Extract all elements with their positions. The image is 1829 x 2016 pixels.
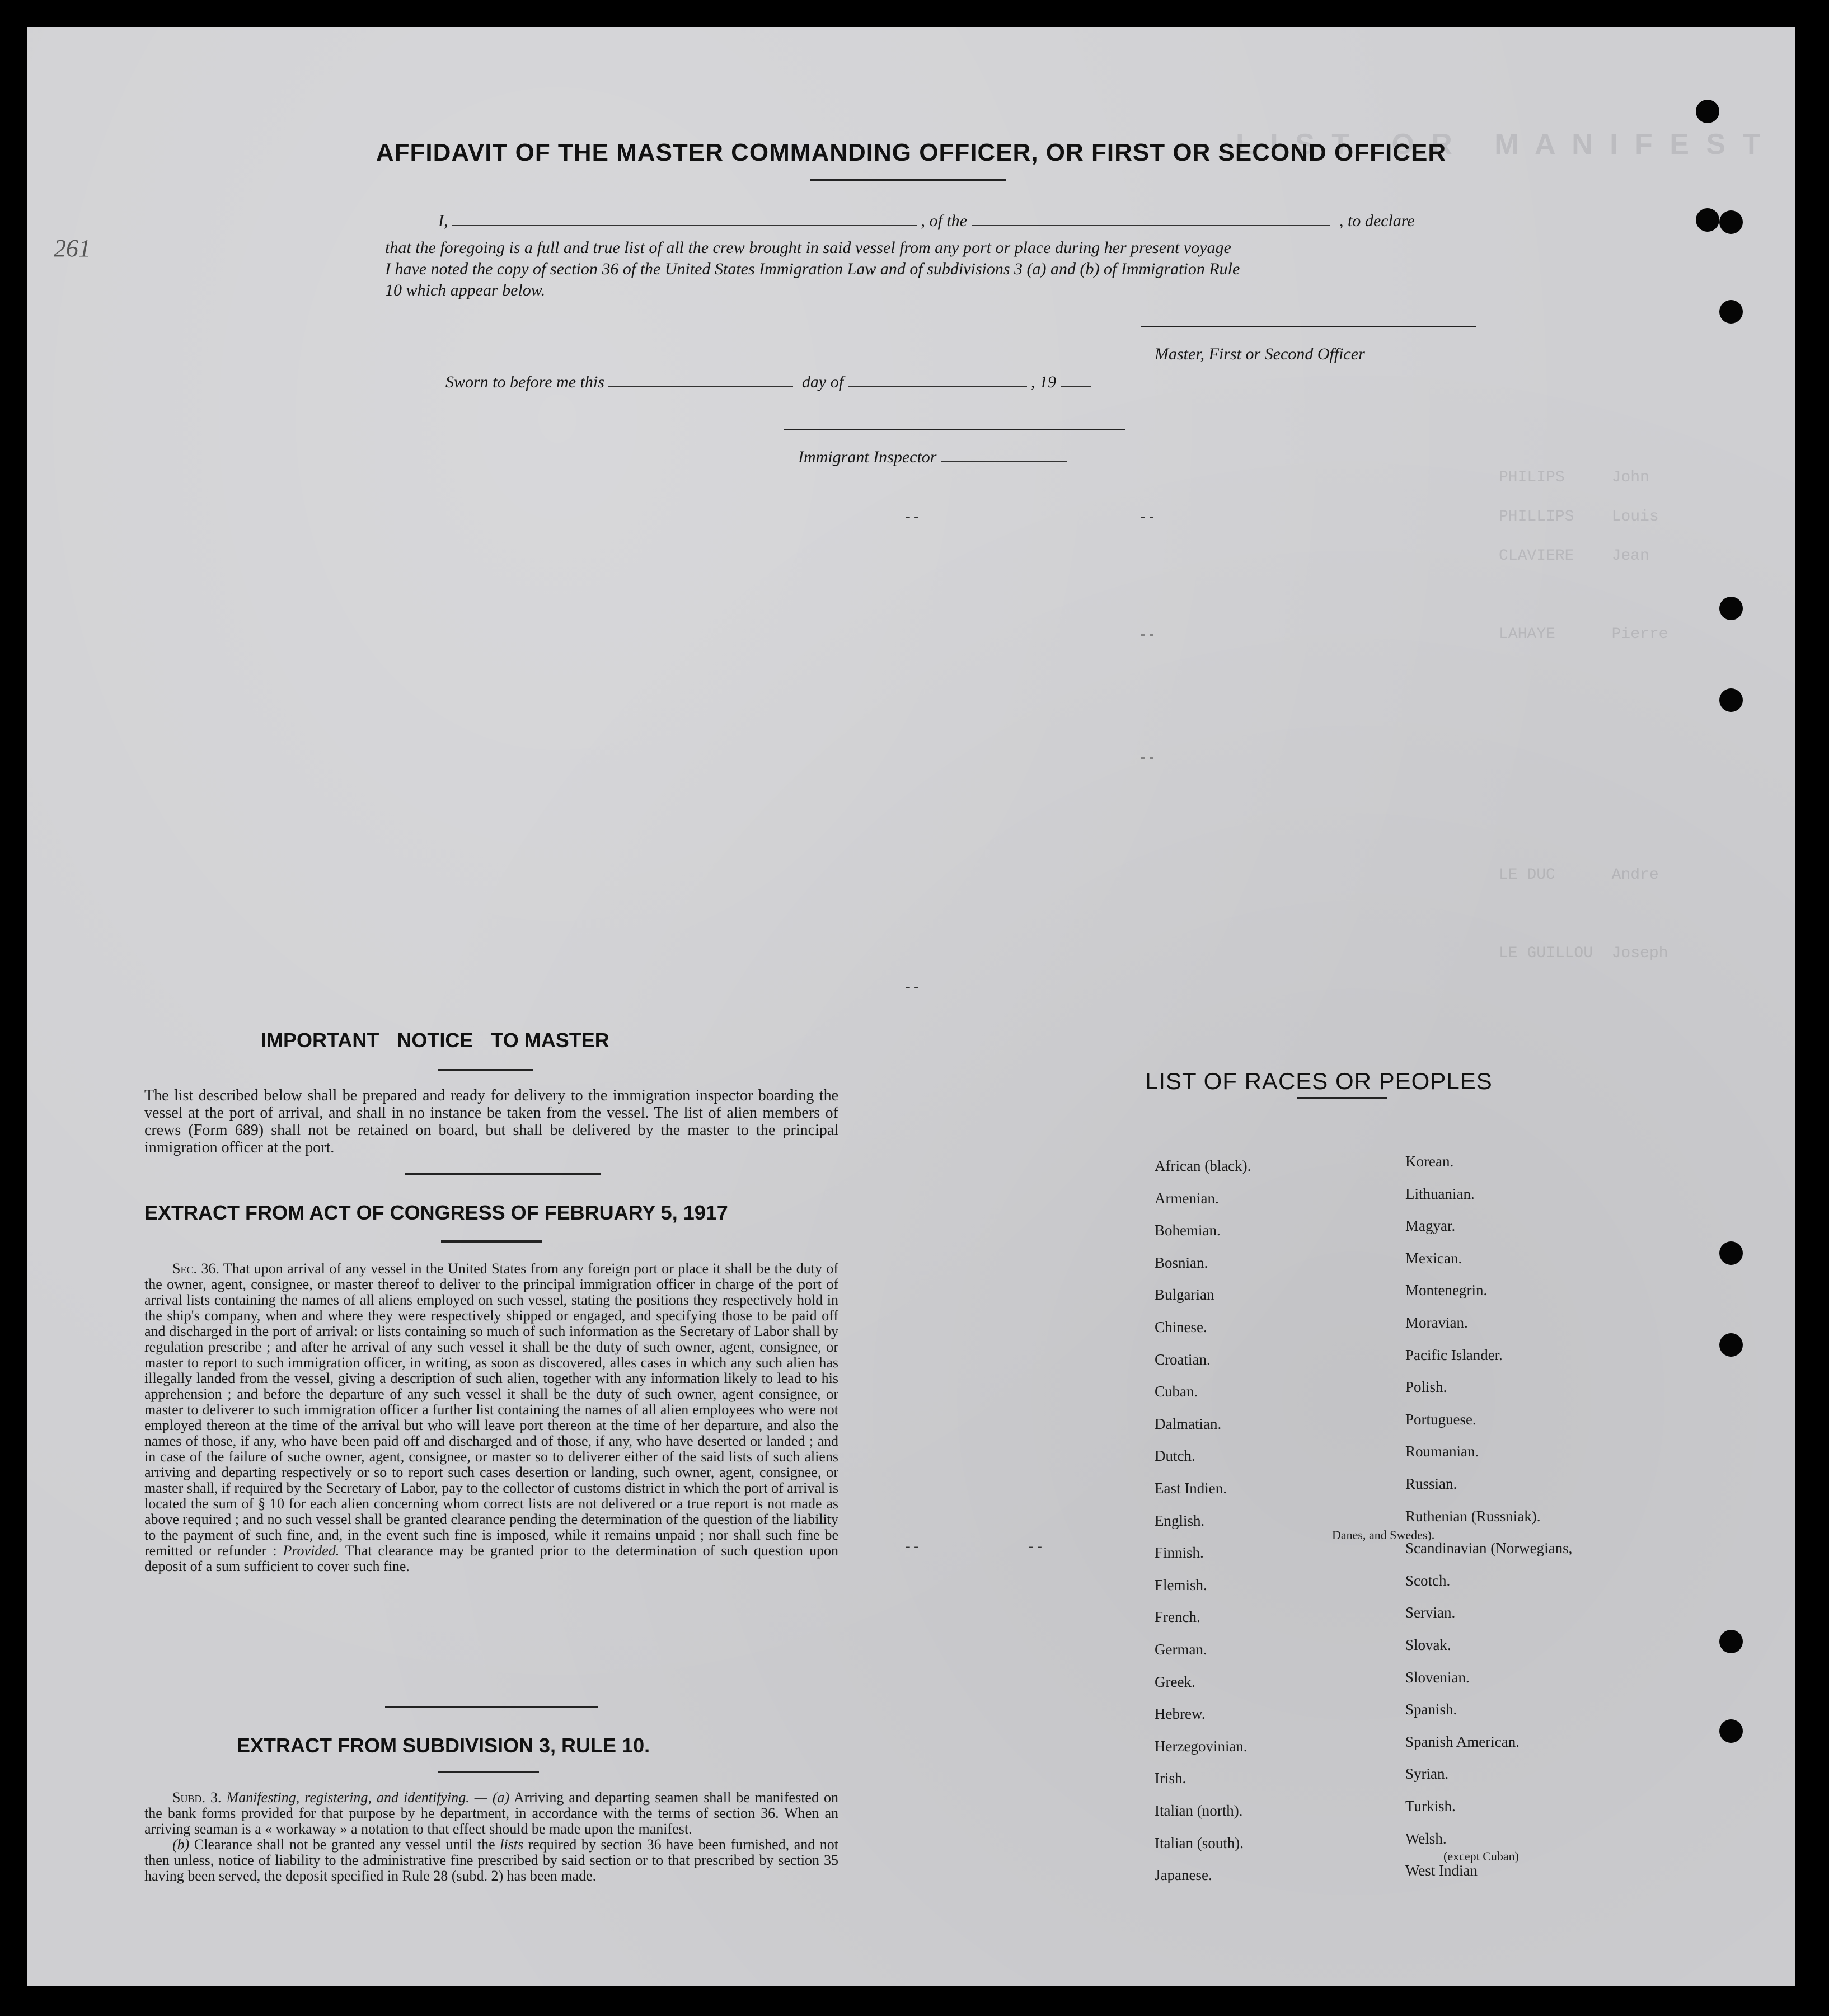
race-item: East Indien. bbox=[1155, 1480, 1227, 1497]
sworn-day-blank[interactable] bbox=[608, 373, 793, 387]
race-item: Servian. bbox=[1405, 1604, 1456, 1621]
punch-hole bbox=[1696, 208, 1719, 232]
notice-heading-3: TO MASTER bbox=[491, 1029, 609, 1052]
ditto-mark: - - bbox=[906, 978, 919, 995]
race-item: Bulgarian bbox=[1155, 1286, 1214, 1304]
affidavit-i: I, bbox=[438, 212, 448, 230]
race-item: Moravian. bbox=[1405, 1314, 1468, 1331]
punch-hole bbox=[1696, 100, 1719, 123]
part-b-post: required by section 36 have been furnished, and not then unless, notice of liability to the administrative fine prescribed by said section or to that prescribed by section 35 having been served, the deposit specified in Rule 28 (subd. 2) has been made. bbox=[144, 1836, 839, 1884]
race-item: Scotch. bbox=[1405, 1572, 1451, 1589]
race-item: African (black). bbox=[1155, 1157, 1251, 1174]
act-paragraph bbox=[144, 1261, 838, 1574]
sec-body-end: That clearance may be granted prior to the determination of such question upon deposit of a sum sufficient to cover such fine. bbox=[144, 1543, 838, 1574]
race-item: Spanish American. bbox=[1405, 1733, 1520, 1750]
name-blank[interactable] bbox=[452, 212, 917, 226]
part-b-lists: lists bbox=[500, 1836, 524, 1853]
punch-hole bbox=[1719, 1333, 1743, 1357]
race-scandinavian-line2: Danes, and Swedes). bbox=[1332, 1528, 1435, 1542]
race-item: Magyar. bbox=[1405, 1217, 1456, 1235]
punch-hole bbox=[1719, 300, 1743, 324]
affidavit-line3: I have noted the copy of section 36 of the United States Immigration Law and of subdivisions 3 (a) and (b) of Immigration Rule bbox=[385, 260, 1240, 278]
punch-hole bbox=[1719, 1630, 1743, 1653]
year-text: , 19 bbox=[1031, 373, 1057, 391]
race-item: Chinese. bbox=[1155, 1319, 1207, 1335]
punch-hole bbox=[1719, 1241, 1743, 1265]
ditto-mark: - - bbox=[906, 508, 919, 524]
affidavit-line4: 10 which appear below. bbox=[385, 281, 546, 299]
race-item: Portuguese. bbox=[1405, 1410, 1476, 1428]
race-item: Herzegovinian. bbox=[1155, 1737, 1248, 1755]
act-divider bbox=[385, 1706, 598, 1708]
punch-hole bbox=[1719, 597, 1743, 620]
race-item: Dutch. bbox=[1155, 1447, 1195, 1465]
bleed-through-heading: L I S T O R M A N I F E S T bbox=[1236, 128, 1765, 161]
bleed-through-row: LE GUILLOU Joseph bbox=[1499, 945, 1668, 962]
inspector-blank[interactable] bbox=[941, 448, 1067, 462]
provided-label: Provided. bbox=[283, 1543, 340, 1559]
master-signature-line[interactable] bbox=[1141, 326, 1476, 327]
notice-heading-2: NOTICE bbox=[397, 1029, 473, 1052]
race-item: Slovak. bbox=[1405, 1637, 1451, 1653]
race-item: Finnish. bbox=[1155, 1544, 1204, 1562]
race-item: English. bbox=[1155, 1512, 1205, 1529]
ditto-mark: - - bbox=[1141, 749, 1154, 765]
sec-label: Sec. 36. bbox=[172, 1260, 219, 1277]
bleed-through-row: LE DUC Andre bbox=[1499, 866, 1659, 884]
sworn-text: Sworn to before me this bbox=[445, 373, 604, 391]
race-item: Bosnian. bbox=[1155, 1254, 1208, 1271]
race-item: Spanish. bbox=[1405, 1701, 1457, 1718]
race-west-indian-note: (except Cuban) bbox=[1443, 1849, 1519, 1863]
punch-hole bbox=[1719, 688, 1743, 712]
rule-heading: EXTRACT FROM SUBDIVISION 3, RULE 10. bbox=[237, 1734, 650, 1757]
race-item: Roumanian. bbox=[1405, 1443, 1479, 1460]
inspector-line bbox=[798, 448, 1067, 467]
race-item: Italian (south). bbox=[1155, 1834, 1244, 1851]
race-item: Irish. bbox=[1155, 1770, 1186, 1787]
subd-title: Manifesting, registering, and identifying. bbox=[226, 1789, 470, 1806]
race-item: Russian. bbox=[1405, 1475, 1457, 1492]
race-item: Italian (north). bbox=[1155, 1802, 1243, 1819]
part-b-pre: Clearance shall not be granted any vessel until the bbox=[194, 1836, 495, 1853]
act-underline bbox=[441, 1240, 542, 1243]
race-item: Mexican. bbox=[1405, 1249, 1462, 1267]
month-blank[interactable] bbox=[848, 373, 1027, 387]
bleed-through-row: LAHAYE Pierre bbox=[1499, 626, 1668, 643]
race-item: Lithuanian. bbox=[1405, 1185, 1475, 1202]
affidavit-title: AFFIDAVIT OF THE MASTER COMMANDING OFFICER, OR FIRST OR SECOND OFFICER bbox=[376, 139, 1447, 166]
margin-note: 261 bbox=[54, 235, 91, 262]
master-label: Master, First or Second Officer bbox=[1155, 345, 1365, 363]
title-underline bbox=[810, 179, 1006, 181]
notice-underline bbox=[438, 1069, 533, 1071]
race-item: Flemish. bbox=[1155, 1576, 1207, 1593]
subd-label: Subd. 3. bbox=[172, 1789, 222, 1806]
part-a-label: — (a) bbox=[474, 1789, 510, 1806]
rule-part-a bbox=[144, 1790, 838, 1837]
sec-body: That upon arrival of any vessel in the United States from any foreign port or place it shall be the duty of the owner, agent, consignee, or master thereof to deliver to the principal immigration officer in charge of the port of arrival lists containing the names of all aliens employed on such vessel, stating the positions they respectively hold in the ship's company, when and where they were respectively shipped or engaged, and specifying those to be paid off and discharged in the port of arrival: or lists containing so much of such information as the Secretary of Labor shall by regulation prescribe ; and after he arrival of any such vessel it shall be the duty of such owner, agent, consignee, or master to report to such immigration officer, in writing, as soon as discovered, alles cases in which any such alien has illegally landed from the vessel, giving a description of such alien, together with any information likely to lead to his apprehension ; and before the departure of any such vessel it shall be the duty of such owner, agent consignee, or master to deliverer to such immigration officer a further list containing the names of all alien employees who were not employed thereon at the time of the arrival but who will leave port thereon at the time of her departure, and also the names of those, if any, who have been paid off and discharged and of those, if any, who have deserted or landed ; and in case of the failure of suche owner, agent, consignee, or master so to deliverer either of the said lists of such aliens arriving and departing respectively or so to report such cases desertion or landing, such owner, agent, consignee, or master shall, if required by the Secretary of Labor, pay to the collector of customs district in which the port of arrival is located the sum of § 10 for each alien concerning whom correct lists are not delivered or a true report is not made as above required ; and no such vessel shall be granted clearance pending the determination of the question of the liability to the payment of such fine, and, in the event such fine is imposed, while it remains unpaid ; nor shall such fine be remitted or refunder : bbox=[144, 1260, 838, 1559]
race-item: Armenian. bbox=[1155, 1189, 1219, 1207]
part-b-label: (b) bbox=[172, 1836, 190, 1853]
vessel-blank[interactable] bbox=[972, 212, 1330, 226]
affidavit-line2: that the foregoing is a full and true list of all the crew brought in said vessel from any port or place during her present voyage bbox=[385, 238, 1231, 257]
race-item: Scandinavian (Norwegians, bbox=[1405, 1540, 1573, 1557]
notice-heading-1: IMPORTANT bbox=[261, 1029, 379, 1052]
race-item: West Indian bbox=[1405, 1862, 1478, 1879]
ditto-mark: - - bbox=[906, 1538, 919, 1554]
notice-heading bbox=[261, 1029, 609, 1052]
race-item: Bohemian. bbox=[1155, 1222, 1221, 1239]
race-item: Croatian. bbox=[1155, 1351, 1211, 1368]
notice-body: The list described below shall be prepared and ready for delivery to the immigration inspector boarding the vessel at the port of arrival, and shall in no instance be taken from the vessel. The list of alien members of crews (Form 689) shall not be retained on board, but shall be delivered by the master to the principal inmigration officer at the port. bbox=[144, 1087, 838, 1156]
year-blank[interactable] bbox=[1061, 373, 1091, 387]
sworn-line bbox=[445, 373, 1091, 392]
inspector-signature-line[interactable] bbox=[784, 429, 1125, 430]
act-body bbox=[144, 1261, 838, 1574]
race-item: Hebrew. bbox=[1155, 1705, 1206, 1723]
race-item: Ruthenian (Russniak). bbox=[1405, 1507, 1541, 1525]
affidavit-line1 bbox=[438, 212, 1415, 231]
ditto-mark: - - bbox=[1141, 508, 1154, 524]
race-item: Slovenian. bbox=[1405, 1668, 1470, 1686]
rule-underline bbox=[438, 1771, 539, 1773]
document-page bbox=[27, 27, 1795, 1986]
notice-divider bbox=[405, 1173, 601, 1175]
race-item: Dalmatian. bbox=[1155, 1415, 1222, 1432]
race-item: Turkish. bbox=[1405, 1798, 1456, 1815]
bleed-through-row: PHILIPS John bbox=[1499, 469, 1649, 486]
race-item: Pacific Islander. bbox=[1405, 1346, 1503, 1363]
affidavit-to-declare: , to declare bbox=[1339, 212, 1415, 230]
race-item: Japanese. bbox=[1155, 1867, 1212, 1884]
races-underline bbox=[1297, 1097, 1387, 1099]
rule-body bbox=[144, 1790, 838, 1884]
race-item: Korean. bbox=[1405, 1153, 1454, 1170]
inspector-label: Immigrant Inspector bbox=[798, 448, 937, 466]
rule-part-b bbox=[144, 1837, 838, 1884]
affidavit-of-the: , of the bbox=[921, 212, 967, 230]
punch-hole bbox=[1719, 210, 1743, 234]
ditto-mark: - - bbox=[1029, 1538, 1042, 1554]
race-item: Cuban. bbox=[1155, 1383, 1198, 1400]
day-of-text: day of bbox=[801, 373, 844, 391]
race-item: German. bbox=[1155, 1641, 1207, 1658]
race-item: Greek. bbox=[1155, 1673, 1195, 1690]
ditto-mark: - - bbox=[1141, 626, 1154, 642]
bleed-through-row: PHILLIPS Louis bbox=[1499, 508, 1659, 526]
race-item: Polish. bbox=[1405, 1379, 1447, 1396]
race-item: Syrian. bbox=[1405, 1765, 1449, 1783]
act-heading: EXTRACT FROM ACT OF CONGRESS OF FEBRUARY 5, 1917 bbox=[144, 1201, 728, 1224]
punch-hole bbox=[1719, 1719, 1743, 1743]
race-item: Montenegrin. bbox=[1405, 1282, 1488, 1299]
races-heading: LIST OF RACES OR PEOPLES bbox=[1145, 1068, 1493, 1094]
race-item: French. bbox=[1155, 1609, 1200, 1626]
part-a-text: Arriving and departing seamen shall be manifested on the bank forms provided for that purpose by he department, in accordance with the terms of section 36. When an arriving seaman is a « workaway » a notation to that effect should be made upon the manifest. bbox=[144, 1789, 839, 1837]
bleed-through-row: CLAVIERE Jean bbox=[1499, 547, 1649, 565]
race-item: Welsh. bbox=[1405, 1830, 1447, 1847]
